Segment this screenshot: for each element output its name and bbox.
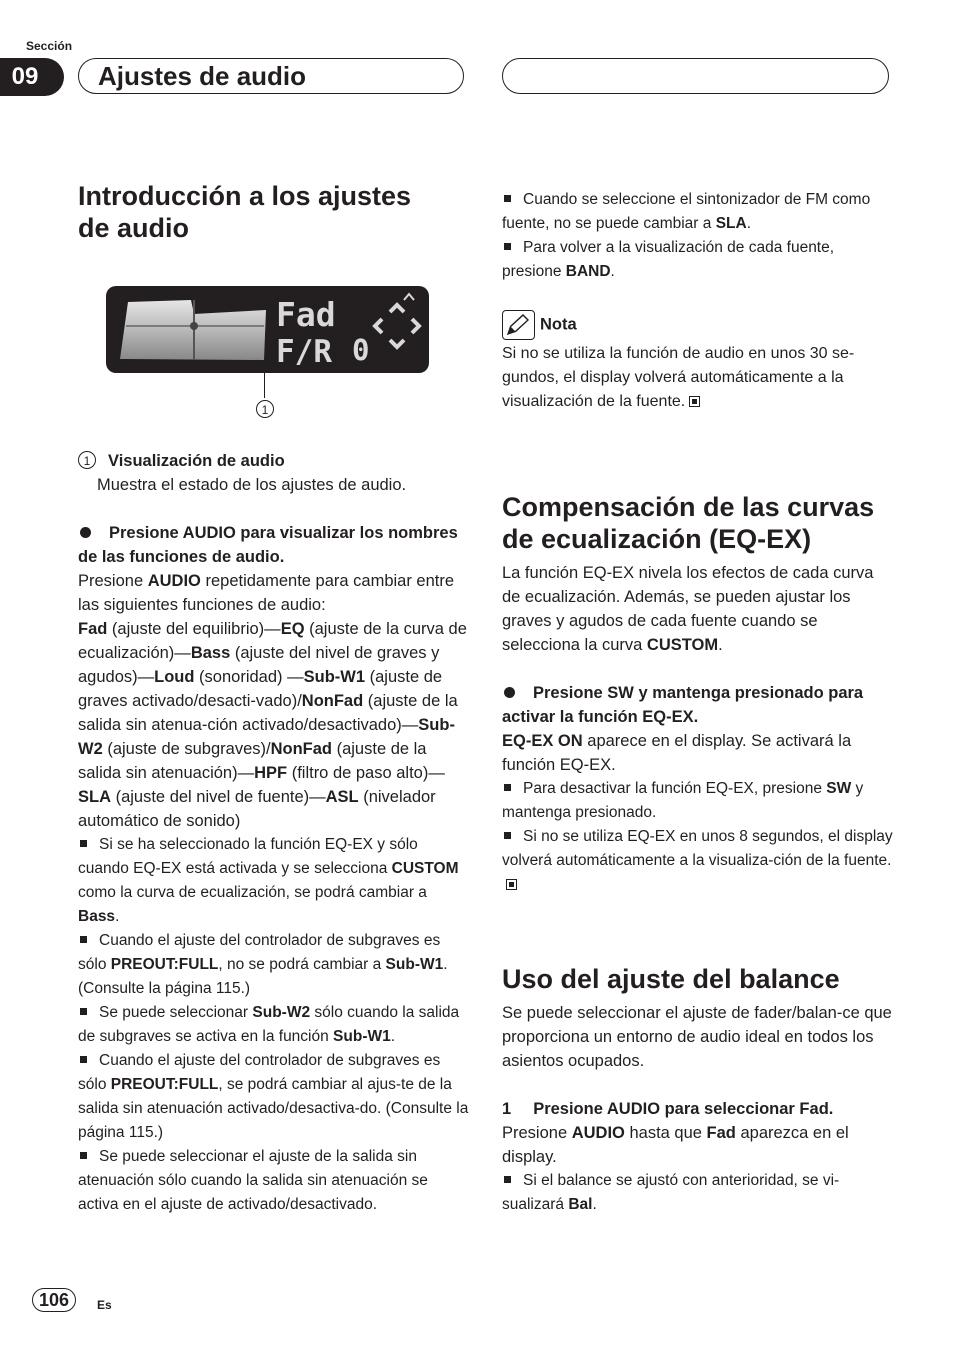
section-label: Sección bbox=[26, 39, 73, 53]
note-text: Si no se utiliza la función de audio en unos 30 se-gundos, el display volverá automáticamente a la visualización de la fuente. bbox=[502, 345, 855, 410]
bullet-dot-icon bbox=[504, 687, 515, 698]
display-line1: Fad bbox=[276, 295, 336, 334]
language-code: Es bbox=[97, 1298, 112, 1312]
display-value: 0 bbox=[352, 333, 370, 367]
square-bullet-icon bbox=[504, 243, 511, 250]
note-3: Se puede seleccionar Sub-W2 sólo cuando la salida de subgraves se activa en la función Sub-W1. bbox=[78, 1004, 460, 1045]
step-heading: Presione AUDIO para visualizar los nombres de las funciones de audio. bbox=[78, 524, 458, 566]
bullet-band: Para volver a la visualización de cada fuente, presione BAND. bbox=[502, 239, 835, 280]
end-mark-icon bbox=[689, 396, 700, 407]
note-pencil-icon bbox=[502, 310, 535, 340]
note-4: Cuando el ajuste del controlador de subgraves es sólo PREOUT:FULL, se podrá cambiar al ajus-te de la salida sin atenuación activado/desactiva-do. (Consulte la página 115.) bbox=[78, 1052, 469, 1141]
eqex-note-1: Para desactivar la función EQ-EX, presione SW y mantenga presionado. bbox=[502, 780, 864, 821]
square-bullet-icon bbox=[504, 784, 511, 791]
square-bullet-icon bbox=[504, 832, 511, 839]
legend-marker-1: 1 bbox=[78, 451, 96, 469]
intro-heading: Introducción a los ajustes de audio bbox=[78, 181, 412, 243]
balance-step-heading: 1 Presione AUDIO para seleccionar Fad. bbox=[502, 1100, 834, 1118]
square-bullet-icon bbox=[80, 1056, 87, 1063]
intro-steps bbox=[78, 521, 470, 1217]
note-2: Cuando el ajuste del controlador de subgraves es sólo PREOUT:FULL, no se podrá cambiar a Sub-W1. (Consulte la página 115.) bbox=[78, 932, 448, 997]
bullet-fm: Cuando se seleccione el sintonizador de FM como fuente, no se puede cambiar a SLA. bbox=[502, 191, 871, 232]
page-number: 106 bbox=[32, 1288, 76, 1312]
end-mark-icon bbox=[506, 879, 517, 890]
legend-desc: Muestra el estado de los ajustes de audio. bbox=[97, 476, 407, 494]
balance-note-1: Si el balance se ajustó con anterioridad, se vi-sualizará Bal. bbox=[502, 1172, 840, 1213]
square-bullet-icon bbox=[504, 1176, 511, 1183]
balance-step-body: Presione AUDIO hasta que Fad aparezca en el display. bbox=[502, 1124, 849, 1166]
step-body: Presione AUDIO repetidamente para cambiar entre las siguientes funciones de audio: Fad (ajuste del equilibrio)—EQ (ajuste de la curva de ecualización)—Bass (ajuste del nivel de graves y agudos)—Loud (sonoridad) —Sub-W1 (ajuste de graves activado/desacti-vado)/NonFad (ajuste de la salida sin atenua-ción activado/desactivado)—Sub-W2 (ajuste de subgraves)/NonFad (ajuste de la salida sin atenuación)—HPF (filtro de paso alto)—SLA (ajuste del nivel de fuente)—ASL (nivelador automático de sonido) bbox=[78, 572, 467, 830]
square-bullet-icon bbox=[504, 195, 511, 202]
eqex-heading: Compensación de las curvas de ecualización (EQ-EX) bbox=[502, 492, 875, 554]
eqex-section bbox=[502, 491, 894, 897]
square-bullet-icon bbox=[80, 840, 87, 847]
square-bullet-icon bbox=[80, 1008, 87, 1015]
audio-display-illustration bbox=[106, 286, 429, 373]
balance-section bbox=[502, 963, 894, 1217]
empty-header-pill bbox=[502, 58, 889, 94]
legend-title: Visualización de audio bbox=[108, 452, 285, 470]
callout-line bbox=[264, 362, 265, 398]
square-bullet-icon bbox=[80, 1152, 87, 1159]
square-bullet-icon bbox=[80, 936, 87, 943]
note-1: Si se ha seleccionado la función EQ-EX y sólo cuando EQ-EX está activada y se selecciona CUSTOM como la curva de ecualización, se podrá cambiar a Bass. bbox=[78, 836, 459, 925]
balance-intro: Se puede seleccionar el ajuste de fader/balan-ce que proporciona un entorno de audio ideal en todos los asientos ocupados. bbox=[502, 1004, 892, 1070]
display-line2: F/R bbox=[276, 334, 332, 370]
eqex-step-body: EQ-EX ON aparece en el display. Se activará la función EQ-EX. bbox=[502, 732, 852, 774]
left-column bbox=[78, 180, 468, 244]
callout-legend bbox=[78, 449, 468, 497]
eqex-intro: La función EQ-EX nivela los efectos de cada curva de ecualización. Además, se pueden ajustar los graves y agudos de cada fuente cuando se selecciona la curva CUSTOM. bbox=[502, 564, 874, 654]
section-number-tab: 09 bbox=[0, 58, 64, 96]
note-5: Se puede seleccionar el ajuste de la salida sin atenuación sólo cuando la salida sin atenuación se activa en el ajuste de activado/desactivado. bbox=[78, 1148, 428, 1213]
bullet-dot-icon bbox=[80, 527, 91, 538]
right-column-top bbox=[502, 188, 892, 414]
callout-marker-1: 1 bbox=[256, 400, 274, 418]
eqex-step-heading: Presione SW y mantenga presionado para activar la función EQ-EX. bbox=[502, 684, 864, 726]
page-title: Ajustes de audio bbox=[98, 61, 307, 91]
balance-heading: Uso del ajuste del balance bbox=[502, 964, 840, 994]
note-header: Nota bbox=[502, 310, 892, 340]
eqex-note-2: Si no se utiliza EQ-EX en unos 8 segundos, el display volverá automáticamente a la visualiza-ción de la fuente. bbox=[502, 825, 894, 897]
